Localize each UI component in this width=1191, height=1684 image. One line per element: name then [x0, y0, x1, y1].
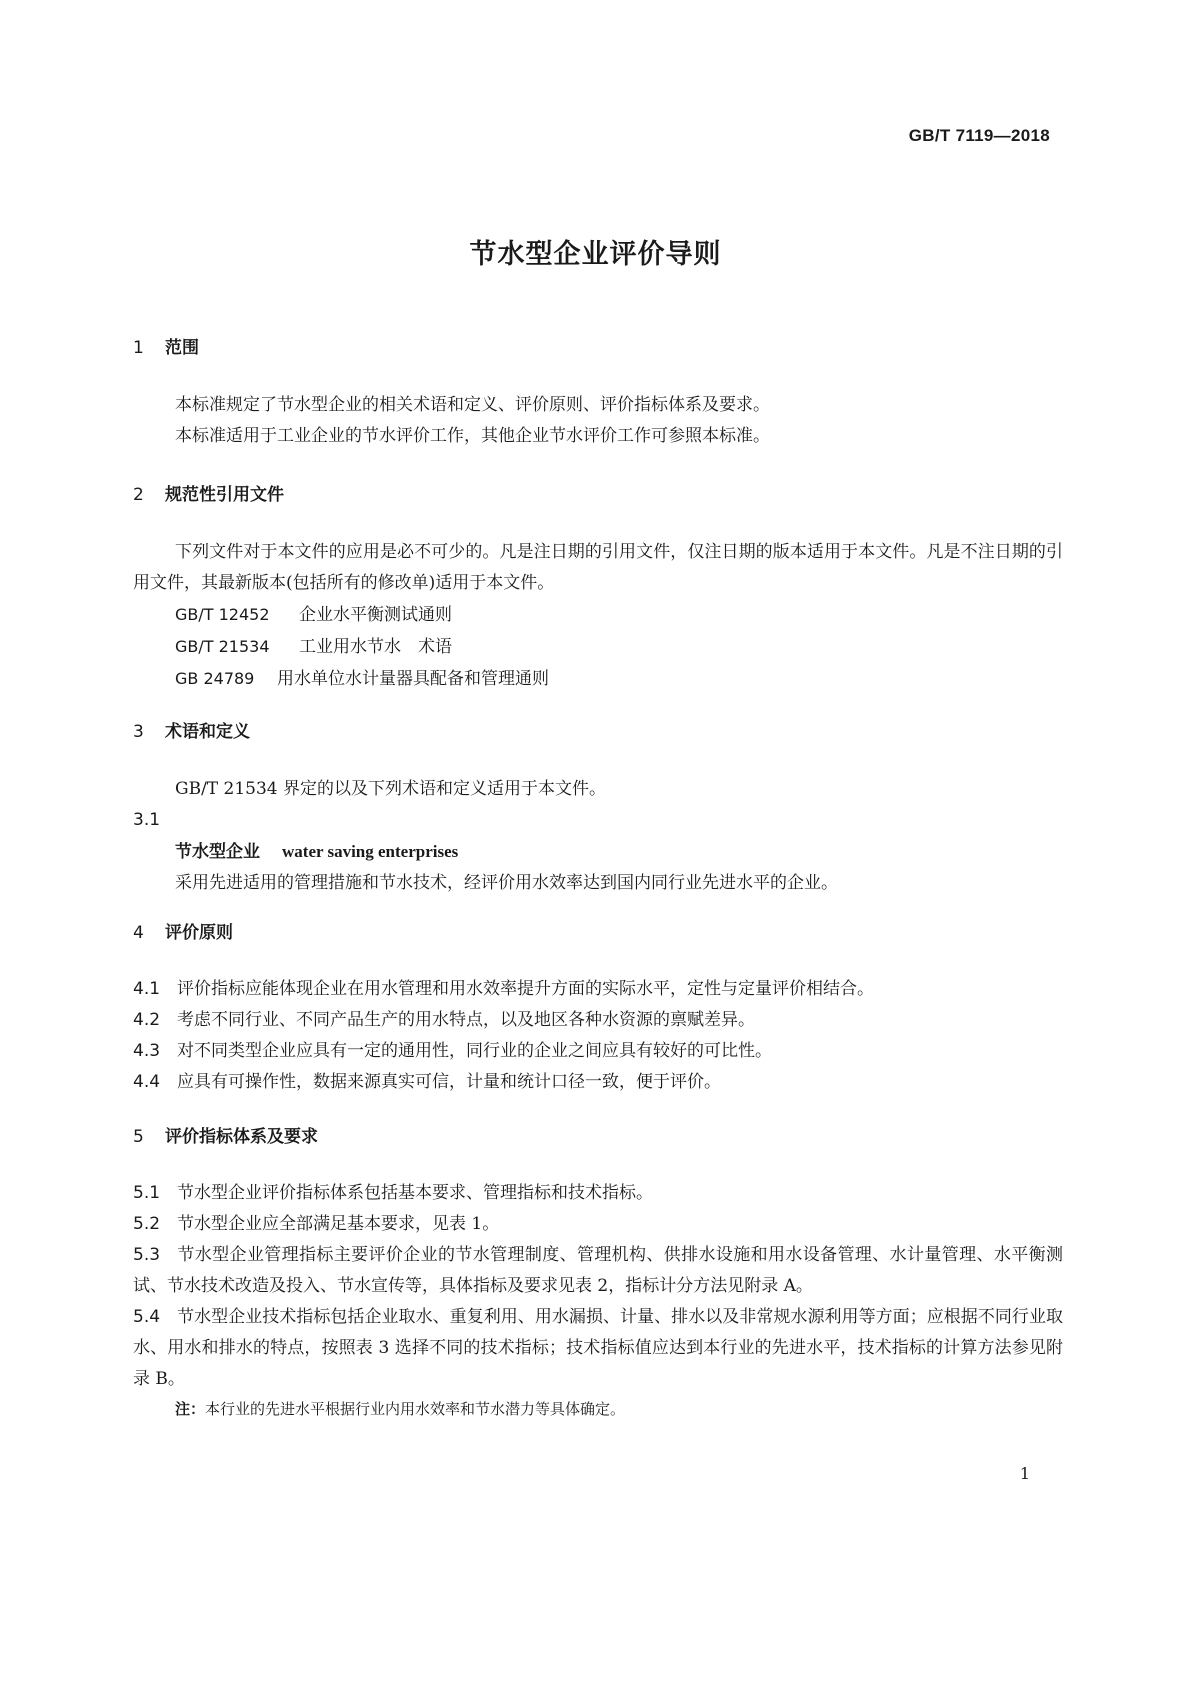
clause-number: 4.1	[133, 979, 161, 999]
clause-text: 对不同类型企业应具有一定的通用性，同行业的企业之间应具有较好的可比性。	[177, 1041, 772, 1061]
section-2-heading	[133, 483, 1063, 507]
clause	[133, 1178, 1063, 1209]
section-number: 4	[133, 923, 144, 943]
section-title: 评价指标体系及要求	[165, 1127, 318, 1147]
clause-text: 节水型企业技术指标包括企业取水、重复利用、用水漏损、计量、排水以及非常规水源利用等方面；应根据不同行业取水、用水和排水的特点，按照表 3 选择不同的技术指标；技术指标值应达到本行业的先进水平，技术指标的计算方法参见附录 B。	[133, 1307, 1063, 1389]
clause	[133, 1067, 1063, 1098]
reference-code: GB/T 21534	[175, 637, 270, 656]
section-title: 评价原则	[165, 923, 233, 943]
section-3-heading	[133, 720, 1063, 744]
clause-text: 应具有可操作性，数据来源真实可信，计量和统计口径一致，便于评价。	[177, 1072, 721, 1092]
section-number: 5	[133, 1127, 144, 1147]
section-1-heading	[133, 336, 1063, 360]
clause	[133, 1209, 1063, 1240]
paragraph: 本标准适用于工业企业的节水评价工作，其他企业节水评价工作可参照本标准。	[175, 426, 770, 446]
section-number: 1	[133, 338, 144, 358]
clause	[133, 974, 1063, 1005]
clause-number: 5.4	[133, 1307, 161, 1327]
section-4-heading	[133, 921, 1063, 945]
standard-code: GB/T 7119—2018	[908, 126, 1050, 145]
reference-name: 工业用水节水 术语	[299, 637, 452, 657]
clause-number: 5.2	[133, 1214, 161, 1234]
reference-code: GB 24789	[175, 669, 255, 688]
clause	[133, 1240, 1063, 1302]
section-number: 2	[133, 485, 144, 505]
clause-number: 4.2	[133, 1010, 161, 1030]
paragraph: GB/T 21534 界定的以及下列术语和定义适用于本文件。	[175, 779, 607, 799]
clause	[133, 1005, 1063, 1036]
note-text: 本行业的先进水平根据行业内用水效率和节水潜力等具体确定。	[205, 1400, 626, 1418]
clause	[133, 1036, 1063, 1067]
clause-text: 节水型企业管理指标主要评价企业的节水管理制度、管理机构、供排水设施和用水设备管理、水计量管理、水平衡测试、节水技术改造及投入、节水宣传等，具体指标及要求见表 2，指标计分方法见附录 A。	[133, 1245, 1063, 1296]
clause-number: 4.3	[133, 1041, 161, 1061]
note-label: 注：	[175, 1400, 206, 1418]
paragraph: 本标准规定了节水型企业的相关术语和定义、评价原则、评价指标体系及要求。	[175, 395, 770, 415]
clause-number: 5.3	[133, 1245, 161, 1265]
subclause-number: 3.1	[133, 810, 161, 830]
section-title: 术语和定义	[165, 722, 250, 742]
clause-number: 4.4	[133, 1072, 161, 1092]
document-title: 节水型企业评价导则	[469, 239, 722, 270]
term-definition: 采用先进适用的管理措施和节水技术，经评价用水效率达到国内同行业先进水平的企业。	[175, 873, 838, 893]
page-number: 1	[1019, 1464, 1030, 1483]
reference-item	[133, 663, 1063, 695]
clause-text: 考虑不同行业、不同产品生产的用水特点，以及地区各种水资源的禀赋差异。	[177, 1010, 755, 1030]
reference-code: GB/T 12452	[175, 605, 270, 624]
section-number: 3	[133, 722, 144, 742]
clause	[133, 1302, 1063, 1395]
clause-text: 节水型企业应全部满足基本要求，见表 1。	[177, 1214, 500, 1234]
section-title: 范围	[165, 338, 199, 358]
term-entry	[133, 836, 1063, 868]
clause-text: 评价指标应能体现企业在用水管理和用水效率提升方面的实际水平，定性与定量评价相结合。	[177, 979, 874, 999]
note	[133, 1395, 1063, 1423]
paragraph: 下列文件对于本文件的应用是必不可少的。凡是注日期的引用文件，仅注日期的版本适用于本文件。凡是不注日期的引用文件，其最新版本(包括所有的修改单)适用于本文件。	[133, 542, 1063, 593]
reference-item	[133, 631, 1063, 663]
reference-name: 用水单位水计量器具配备和管理通则	[277, 669, 549, 689]
section-5-heading	[133, 1125, 1063, 1149]
clause-number: 5.1	[133, 1183, 161, 1203]
reference-name: 企业水平衡测试通则	[299, 605, 452, 625]
term-chinese: 节水型企业	[175, 842, 260, 862]
section-title: 规范性引用文件	[165, 485, 284, 505]
reference-item	[133, 599, 1063, 631]
document-body	[133, 336, 1063, 1423]
term-english: water saving enterprises	[282, 842, 459, 861]
clause-text: 节水型企业评价指标体系包括基本要求、管理指标和技术指标。	[177, 1183, 653, 1203]
